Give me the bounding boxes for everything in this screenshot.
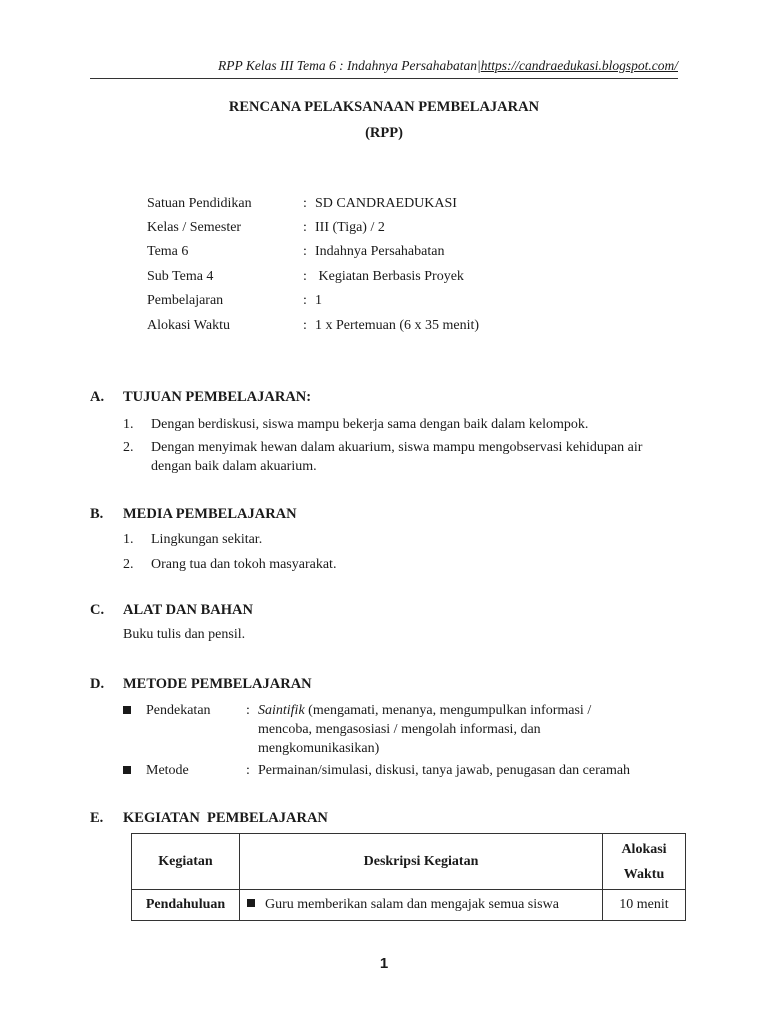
column-header-deskripsi: Deskripsi Kegiatan (240, 834, 603, 890)
identity-label: Satuan Pendidikan (147, 196, 252, 211)
identity-colon: : (303, 244, 307, 259)
identity-colon: : (303, 318, 307, 333)
list-number: 1. (123, 532, 134, 547)
running-header (90, 58, 678, 74)
list-number: 2. (123, 440, 134, 455)
document-subtitle: (RPP) (365, 125, 403, 141)
identity-value: Indahnya Persahabatan (315, 244, 445, 259)
identity-value: III (Tiga) / 2 (315, 220, 385, 235)
square-bullet-icon (123, 766, 131, 774)
table-cell-deskripsi (240, 890, 603, 921)
method-value-italic: Saintifik (258, 703, 305, 718)
list-text: Dengan menyimak hewan dalam akuarium, siswa mampu mengobservasi kehidupan air dengan baik dalam akuarium. (151, 440, 643, 474)
section-title: KEGIATAN PEMBELAJARAN (123, 810, 328, 826)
identity-colon: : (303, 220, 307, 235)
method-colon: : (246, 703, 250, 718)
table-header-row (132, 834, 686, 890)
activity-table (131, 833, 686, 921)
list-text: Dengan berdiskusi, siswa mampu bekerja sama dengan baik dalam kelompok. (151, 417, 589, 432)
method-value (258, 761, 648, 780)
page-number: 1 (379, 955, 389, 972)
identity-colon: : (303, 196, 307, 211)
method-value (258, 701, 648, 758)
identity-value: SD CANDRAEDUKASI (315, 196, 457, 211)
identity-value: 1 (315, 293, 322, 308)
section-title: ALAT DAN BAHAN (123, 602, 253, 618)
method-value-text: (mengamati, menanya, mengumpulkan informasi / mencoba, mengasosiasi / mengolah informasi, dan mengkomunikasikan) (258, 703, 592, 756)
identity-colon: : (303, 293, 307, 308)
document-title: RENCANA PELAKSANAAN PEMBELAJARAN (228, 99, 540, 115)
identity-label: Kelas / Semester (147, 220, 242, 235)
list-number: 1. (123, 417, 134, 432)
column-header-kegiatan: Kegiatan (132, 834, 240, 890)
list-text: Orang tua dan tokoh masyarakat. (151, 557, 337, 572)
method-label: Metode (146, 763, 189, 778)
identity-value: Kegiatan Berbasis Proyek (315, 269, 464, 284)
section-title: TUJUAN PEMBELAJARAN: (123, 389, 312, 405)
identity-label: Sub Tema 4 (147, 269, 214, 284)
section-letter: B. (90, 506, 104, 522)
table-cell-deskripsi-text: Guru memberikan salam dan mengajak semua siswa (265, 897, 559, 912)
section-title: MEDIA PEMBELAJARAN (123, 506, 297, 522)
header-text: RPP Kelas III Tema 6 : Indahnya Persahabatan| (217, 58, 481, 73)
identity-colon: : (303, 269, 307, 284)
table-cell-kegiatan: Pendahuluan (132, 890, 240, 921)
method-label: Pendekatan (146, 703, 211, 718)
identity-label: Pembelajaran (147, 293, 224, 308)
header-divider (90, 78, 678, 79)
list-number: 2. (123, 557, 134, 572)
identity-value: 1 x Pertemuan (6 x 35 menit) (315, 318, 480, 333)
header-url-link[interactable]: https://candraedukasi.blogspot.com/ (480, 58, 678, 73)
method-value-text: Permainan/simulasi, diskusi, tanya jawab, penugasan dan ceramah (258, 763, 631, 778)
section-title: METODE PEMBELAJARAN (123, 676, 312, 692)
section-c-text: Buku tulis dan pensil. (123, 627, 246, 642)
identity-label: Alokasi Waktu (147, 318, 230, 333)
identity-label: Tema 6 (147, 244, 189, 259)
column-header-alokasi-line1: Alokasi (621, 841, 667, 857)
table-cell-alokasi: 10 menit (603, 890, 686, 921)
table-row (132, 890, 686, 921)
column-header-alokasi (603, 834, 686, 890)
section-letter: D. (90, 676, 105, 692)
section-letter: C. (90, 602, 105, 618)
section-letter: A. (90, 389, 105, 405)
list-text: Lingkungan sekitar. (151, 532, 263, 547)
section-letter: E. (90, 810, 104, 826)
column-header-alokasi-line2: Waktu (623, 866, 665, 882)
method-colon: : (246, 763, 250, 778)
square-bullet-icon (123, 706, 131, 714)
square-bullet-icon (247, 899, 255, 907)
